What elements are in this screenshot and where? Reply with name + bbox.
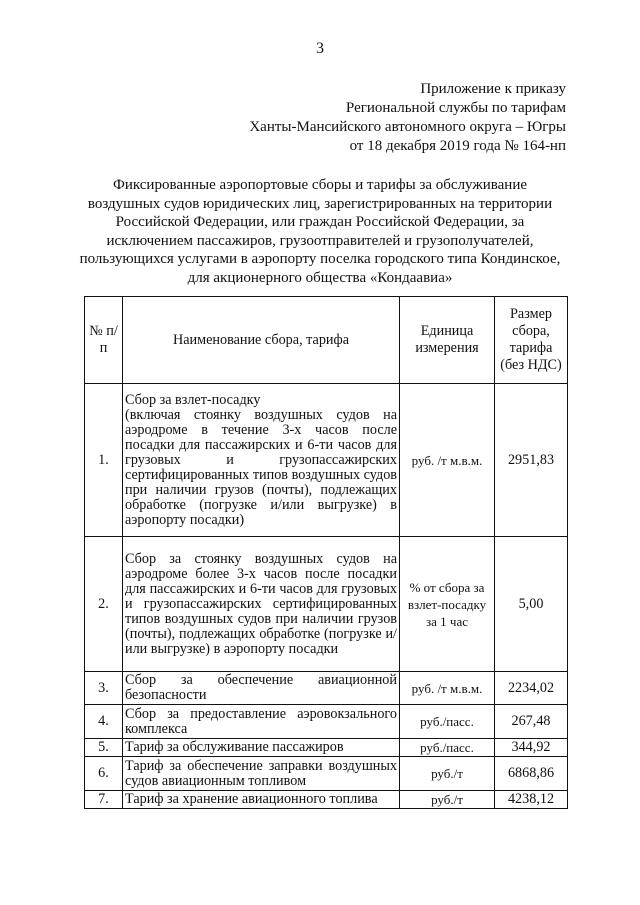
page-number: 3 <box>316 40 324 57</box>
row-unit: % от сбора за взлет-посадку за 1 час <box>400 537 495 672</box>
row-name: Тариф за обеспечение заправки воздушных судов авиационным топливом <box>123 757 400 791</box>
row-num: 1. <box>85 384 123 537</box>
row-num: 6. <box>85 757 123 791</box>
table-row <box>85 705 568 739</box>
appendix-line: Региональной службы по тарифам <box>345 100 566 116</box>
row-name: Сбор за предоставление аэровокзального комплекса <box>123 705 400 739</box>
header-unit: Единица измерения <box>400 297 495 384</box>
row-value: 267,48 <box>495 705 568 739</box>
heading-line: исключением пассажиров, грузоотправителей и грузополучателей, <box>106 232 534 249</box>
tariff-table <box>84 296 568 809</box>
row-name-title: Сбор за взлет-посадку <box>125 391 261 408</box>
heading-line: пользующихся услугами в аэропорту поселка городского типа Кондинское, <box>79 251 561 267</box>
header-name: Наименование сбора, тарифа <box>123 297 400 384</box>
row-name-detail: (включая стоянку воздушных судов на аэродроме в течение 3-х часов после посадки для пассажирских и 6-ти часов для грузовых и грузопассажирских сертифицированных типов воздушных судов при наличии грузов (почты), подлежащих обработке (погрузке и/или выгрузке) в аэропорту посадки) <box>125 406 397 528</box>
heading-line: Фиксированные аэропортовые сборы и тарифы за обслуживание <box>112 177 528 193</box>
row-num: 5. <box>85 739 123 757</box>
row-unit: руб./пасс. <box>400 739 495 757</box>
row-value: 344,92 <box>495 739 568 757</box>
appendix-line: от 18 декабря 2019 года № 164-нп <box>349 138 566 154</box>
row-name: Сбор за стоянку воздушных судов на аэродроме более 3-х часов после посадки для пассажирских и 6-ти часов для грузовых и грузопассажирских сертифицированных типов воздушных судов при наличии грузов (почты), подлежащих обработке (погрузке и/или выгрузке) в аэропорту посадки <box>123 537 400 672</box>
document-heading <box>74 176 566 287</box>
table-row <box>85 672 568 705</box>
row-num: 3. <box>85 672 123 705</box>
row-unit: руб. /т м.в.м. <box>400 384 495 537</box>
row-name <box>123 384 400 537</box>
table-row <box>85 537 568 672</box>
row-num: 7. <box>85 791 123 809</box>
appendix-line: Приложение к приказу <box>420 81 566 97</box>
table-row <box>85 791 568 809</box>
row-value: 2234,02 <box>495 672 568 705</box>
row-name: Тариф за хранение авиационного топлива <box>123 791 400 809</box>
row-name: Тариф за обслуживание пассажиров <box>123 739 400 757</box>
table-header-row <box>85 297 568 384</box>
row-unit: руб./пасс. <box>400 705 495 739</box>
row-unit: руб. /т м.в.м. <box>400 672 495 705</box>
header-value: Размер сбора, тарифа (без НДС) <box>495 297 568 384</box>
row-value: 6868,86 <box>495 757 568 791</box>
table-row <box>85 739 568 757</box>
header-num: № п/п <box>85 297 123 384</box>
row-value: 2951,83 <box>495 384 568 537</box>
heading-line: воздушных судов юридических лиц, зарегистрированных на территории <box>87 195 553 212</box>
row-value: 4238,12 <box>495 791 568 809</box>
row-num: 4. <box>85 705 123 739</box>
row-unit: руб./т <box>400 757 495 791</box>
row-num: 2. <box>85 537 123 672</box>
row-value: 5,00 <box>495 537 568 672</box>
table-row <box>85 384 568 537</box>
appendix-line: Ханты-Мансийского автономного округа – Югры <box>249 119 566 135</box>
appendix-block <box>236 80 566 156</box>
heading-line: для акционерного общества «Кондаавиа» <box>187 269 453 286</box>
heading-line: Российской Федерации, или граждан Российской Федерации, за <box>115 214 525 230</box>
row-unit: руб./т <box>400 791 495 809</box>
row-name: Сбор за обеспечение авиационной безопасности <box>123 672 400 705</box>
table-row <box>85 757 568 791</box>
